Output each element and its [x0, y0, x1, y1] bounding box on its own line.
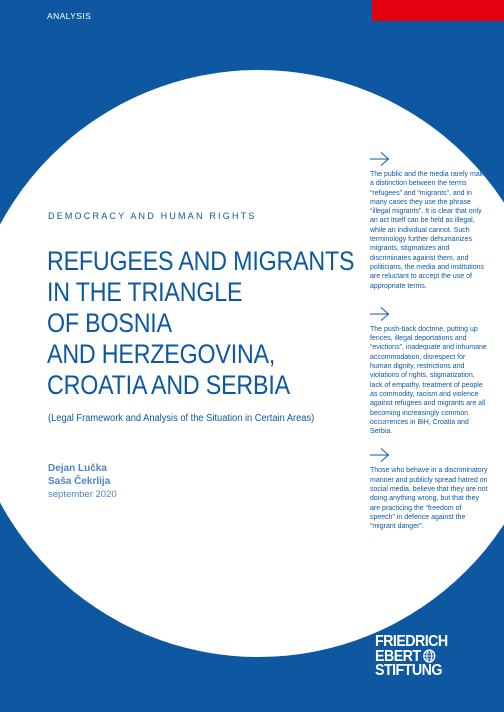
key-finding-text: Those who behave in a discriminatory manner and publicly spread hatred on social media, believe that they are not doing anything wrong, but that they are practicing the “freedom of speech” in defence against the “migrant danger”.: [370, 467, 488, 531]
title-line: REFUGEES AND MIGRANTS: [47, 246, 355, 276]
key-findings-sidebar: [370, 152, 488, 532]
author-name: Saša Čekrlija: [48, 476, 111, 487]
key-finding-text: The push-back doctrine, putting up fences, illegal deportations and “evictions”, inadequate and inhumane accommodation, disrespect for human dignity, restrictions and violations of rights, stigmatization, lack of empathy, treatment of people as commodity, racism and violence against refugees and migrants are all becoming increasingly common occurrences in BiH, Croatia and Serbia.: [370, 325, 487, 436]
author-list: [48, 462, 110, 488]
key-finding: [370, 307, 488, 437]
topic-kicker: DEMOCRACY AND HUMAN RIGHTS: [48, 211, 257, 221]
arrow-right-icon: [370, 307, 390, 321]
report-subtitle: (Legal Framework and Analysis of the Situation in Certain Areas): [48, 413, 315, 424]
fes-logo: [375, 635, 448, 678]
logo-line: FRIEDRICH: [375, 633, 448, 650]
publication-date: september 2020: [48, 489, 117, 500]
title-line: OF BOSNIA: [47, 308, 172, 338]
arrow-right-icon: [370, 448, 390, 462]
title-line: IN THE TRIANGLE: [47, 277, 243, 307]
report-title: [47, 246, 354, 401]
author-name: Dejan Lučka: [48, 463, 107, 474]
key-finding: [370, 152, 488, 291]
accent-tab: [372, 0, 504, 21]
title-line: CROATIA AND SERBIA: [47, 370, 290, 400]
logo-line: EBERT: [375, 648, 421, 665]
arrow-right-icon: [370, 152, 390, 166]
key-finding-text: The public and the media rarely make a distinction between the terms “refugees” and “migrants”, and in many cases they use the phrase “illegal migrants”. It is clear that only an act itself can be held as illegal, while an individual cannot. Such terminology further dehumanizes migrants, stigmatizes and discriminates against them, and politicians, the media and institutions are reluctant to accept the use of appropriate terms.: [370, 171, 488, 290]
globe-icon: [422, 649, 435, 663]
series-label: ANALYSIS: [47, 11, 92, 21]
logo-line: STIFTUNG: [375, 662, 442, 679]
key-finding: [370, 448, 488, 531]
title-line: AND HERZEGOVINA,: [47, 339, 276, 369]
